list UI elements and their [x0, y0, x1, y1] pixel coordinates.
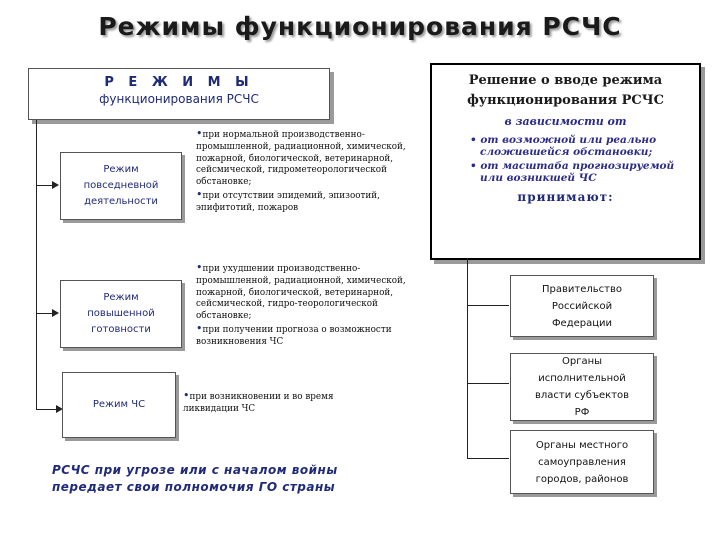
- war-handover-note: [52, 462, 338, 496]
- connector-mode-3: [36, 409, 58, 410]
- bullet-icon: •: [196, 261, 203, 274]
- mode-desc-daily: [196, 128, 428, 215]
- decision-header: Решение о вводе режима функционирования РСЧС: [467, 73, 664, 108]
- authority-regional-label: Органы исполнительной власти субъектов РФ: [534, 356, 630, 418]
- modes-header-line2: функционирования РСЧС: [99, 92, 259, 106]
- decision-accept: принимают:: [517, 190, 614, 204]
- modes-connector-vertical: [36, 120, 37, 410]
- mode-desc-emergency: [183, 390, 388, 416]
- war-handover-line2: передает свои полномочия ГО страны: [52, 480, 336, 494]
- mode-label-daily: Режим повседневной деятельности: [83, 164, 159, 207]
- connector-authority-3: [467, 458, 509, 459]
- mode-desc-alert: [196, 262, 411, 349]
- bullet-icon: •: [470, 134, 481, 146]
- authorities-connector-vertical: [467, 258, 468, 458]
- decision-depends: в зависимости от: [504, 115, 627, 128]
- decision-bullet-2: • от масштаба прогнозируемой или возникшей ЧС: [470, 160, 675, 184]
- bullet-icon: •: [196, 321, 203, 335]
- mode-desc-alert-2: •при получении прогноза о возможности возникновения ЧС: [196, 321, 392, 347]
- decision-box: [430, 63, 701, 260]
- mode-desc-daily-2: •при отсутствии эпидемий, эпизоотий, эпифитотий, пожаров: [196, 187, 380, 213]
- mode-desc-emergency-1: •при возникновении и во время ликвидации ЧС: [183, 389, 334, 414]
- mode-box-daily: [60, 152, 182, 220]
- war-handover-line1: РСЧС при угрозе или с началом войны: [52, 463, 338, 477]
- page-title: Режимы функционирования РСЧС: [98, 12, 622, 41]
- connector-authority-1: [467, 305, 509, 306]
- decision-bullet-1: • от возможной или реально сложившейся обстановки;: [470, 134, 657, 158]
- mode-box-emergency: [62, 372, 176, 438]
- authority-government: [510, 275, 654, 337]
- modes-header-box: [28, 68, 330, 120]
- arrow-mode-2: [52, 309, 59, 317]
- authority-government-label: Правительство Российской Федерации: [542, 283, 622, 329]
- connector-authority-2: [467, 383, 509, 384]
- authority-local-label: Органы местного самоуправления городов, районов: [535, 439, 629, 485]
- mode-desc-alert-1: •при ухудшении производственно-промышленной, радиационной, химической, пожарной, биологической, ветеринарной, сейсмической, гидро-теорологической обстановке;: [196, 261, 406, 322]
- mode-desc-daily-1: •при нормальной производственно-промышленной, радиационной, химической, пожарной, биологической, ветеринарной, сейсмической, гидрометеорологической обстановке;: [196, 127, 406, 188]
- modes-header-line1: Р Е Ж И М Ы: [104, 75, 254, 90]
- mode-label-emergency: Режим ЧС: [92, 399, 146, 410]
- arrow-mode-1: [52, 181, 59, 189]
- mode-label-alert: Режим повышенной готовности: [87, 292, 155, 335]
- bullet-icon: •: [196, 127, 203, 140]
- bullet-icon: •: [470, 160, 481, 172]
- mode-box-alert: [60, 280, 182, 348]
- authority-regional: [510, 353, 654, 421]
- authority-local: [510, 430, 654, 494]
- bullet-icon: •: [183, 389, 190, 402]
- bullet-icon: •: [196, 187, 203, 201]
